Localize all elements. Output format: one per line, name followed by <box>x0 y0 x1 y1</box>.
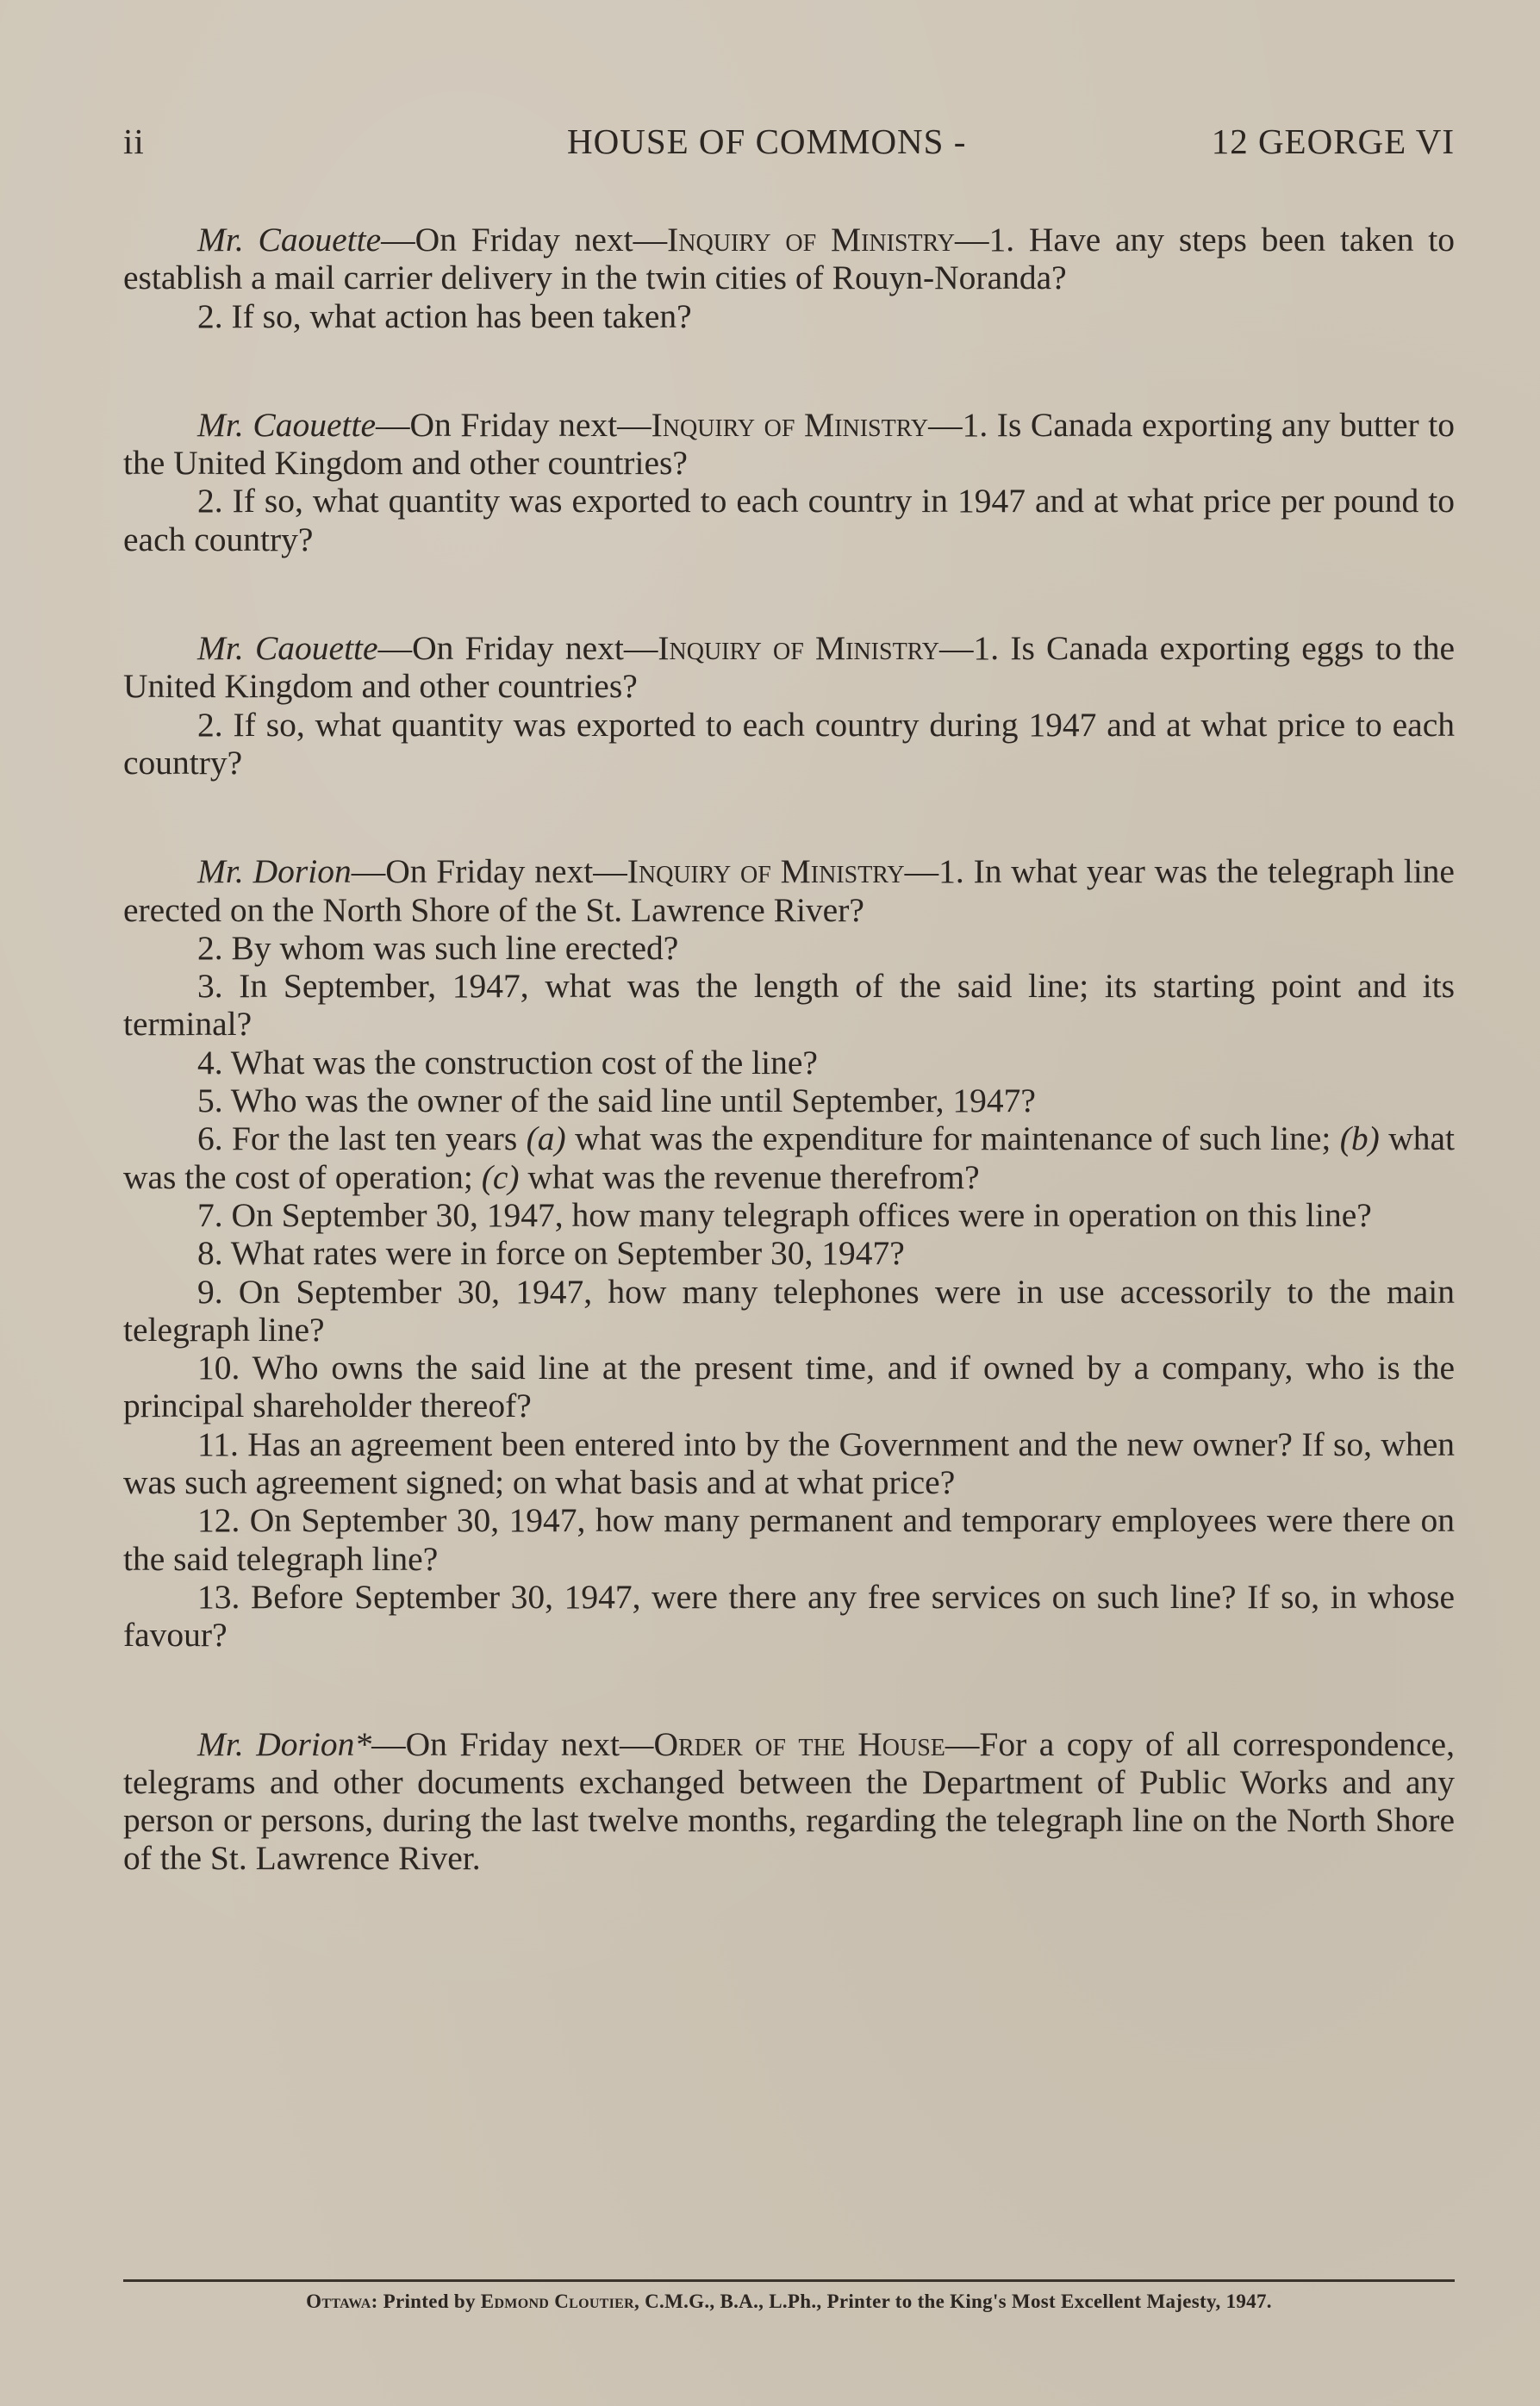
notice-intro: Mr. Dorion—On Friday next—Inquiry of Ministry—1. In what year was the telegraph line erected on the North Shore of the St. Lawrence River? <box>123 852 1455 929</box>
notice-entry <box>123 1725 1455 1878</box>
question-item: 7. On September 30, 1947, how many telegraph offices were in operation on this line? <box>197 1195 1372 1234</box>
question-item: 2. If so, what quantity was exported to each country during 1947 and at what price to each country? <box>123 705 1455 782</box>
member-name: Mr. Dorion* <box>197 1724 372 1763</box>
imprint-printer: Edmond Cloutier <box>480 2291 635 2312</box>
notice-entry <box>123 221 1455 335</box>
question-item: 10. Who owns the said line at the present time, and if owned by a company, who is the principal shareholder thereof? <box>123 1349 1455 1425</box>
member-name: Mr. Caouette <box>197 629 378 668</box>
member-name: Mr. Caouette <box>197 221 382 259</box>
question-item: 8. What rates were in force on September 30, 1947? <box>197 1234 905 1273</box>
notice-intro: Mr. Caouette—On Friday next—Inquiry of Ministry—1. Is Canada exporting any butter to the United Kingdom and other countries? <box>123 405 1455 483</box>
notice-intro: Mr. Caouette—On Friday next—Inquiry of Ministry—1. Have any steps been taken to establish a mail carrier delivery in the twin cities of Rouyn-Noranda? <box>123 221 1455 297</box>
notice-kind: Inquiry of Ministry <box>627 852 905 891</box>
question-item: 5. Who was the owner of the said line until September, 1947? <box>197 1081 1036 1120</box>
question-item: 6. For the last ten years (a) what was the expenditure for maintenance of such line; (b) what was the cost of operation; (c) what was the revenue therefrom? <box>123 1119 1455 1196</box>
question-item: 2. By whom was such line erected? <box>197 928 679 967</box>
question-item: 11. Has an agreement been entered into by the Government and the new owner? If so, when was such agreement signed; on what basis and at what price? <box>123 1424 1455 1502</box>
question-item: 3. In September, 1947, what was the length of the said line; its starting point and its terminal? <box>123 967 1455 1044</box>
question-item: 9. On September 30, 1947, how many telephones were in use accessorily to the main telegraph line? <box>123 1272 1455 1349</box>
question-item: 2. If so, what action has been taken? <box>197 296 692 335</box>
header-dash: - <box>953 122 967 161</box>
notice-kind: Order of the House <box>653 1724 945 1763</box>
notice-intro: Mr. Caouette—On Friday next—Inquiry of Ministry—1. Is Canada exporting eggs to the United Kingdom and other countries? <box>123 629 1455 706</box>
member-name: Mr. Caouette <box>197 405 376 444</box>
header-title: HOUSE OF COMMONS - <box>567 122 967 161</box>
notice-kind: Inquiry of Ministry <box>658 629 940 668</box>
question-item: 13. Before September 30, 1947, were there any free services on such line? If so, in whose favour? <box>123 1577 1455 1655</box>
question-item: 2. If so, what quantity was exported to each country in 1947 and at what price per pound to each country? <box>123 482 1455 558</box>
notice-kind: Inquiry of Ministry <box>651 405 929 444</box>
running-header <box>123 121 1455 172</box>
printer-imprint: Ottawa: Printed by Edmond Cloutier, C.M.G., B.A., L.Ph., Printer to the King's Most Excellent Majesty, 1947. <box>306 2291 1272 2312</box>
member-name: Mr. Dorion <box>197 852 352 891</box>
footer-rule <box>123 2279 1455 2282</box>
notice-intro: Mr. Dorion*—On Friday next—Order of the House—For a copy of all correspondence, telegrams and other documents exchanged between the Department of Public Works and any person or persons, during the last twelve months, regarding the telegraph line on the North Shore of the St. Lawrence River. <box>123 1724 1455 1878</box>
notice-entry <box>123 406 1455 558</box>
notice-kind: Inquiry of Ministry <box>667 221 955 259</box>
notice-list <box>123 221 1455 1878</box>
imprint-city: Ottawa <box>306 2291 371 2312</box>
page-number: ii <box>123 122 145 161</box>
notice-entry <box>123 852 1455 1654</box>
question-item: 12. On September 30, 1947, how many permanent and temporary employees were there on the said telegraph line? <box>123 1501 1455 1578</box>
regnal-year: 12 GEORGE VI <box>1211 122 1455 161</box>
question-item: 4. What was the construction cost of the line? <box>197 1043 818 1081</box>
notice-entry <box>123 629 1455 782</box>
